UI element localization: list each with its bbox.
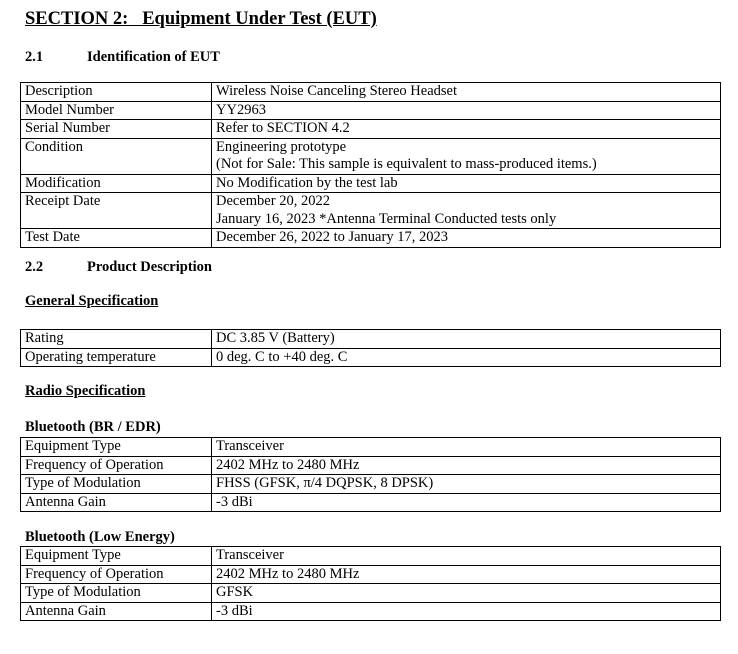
row-label: Serial Number xyxy=(21,120,212,139)
table-row xyxy=(21,138,721,174)
table-row xyxy=(21,493,721,512)
row-value xyxy=(212,229,721,248)
row-value xyxy=(212,83,721,102)
row-value: 2402 MHz to 2480 MHz xyxy=(212,565,721,584)
row-value-line: Refer to SECTION 4.2 xyxy=(216,120,350,136)
row-label: Operating temperature xyxy=(21,348,212,367)
row-value-line: YY2963 xyxy=(216,101,266,118)
row-label: Model Number xyxy=(21,101,212,120)
row-value-line: Wireless Noise Canceling Stereo Headset xyxy=(216,83,458,99)
row-label: Frequency of Operation xyxy=(21,456,212,475)
subsection-title: Identification of EUT xyxy=(87,49,220,65)
row-value: GFSK xyxy=(212,584,721,603)
row-label: Type of Modulation xyxy=(21,475,212,494)
bt-le-heading: Bluetooth (Low Energy) xyxy=(25,529,175,545)
table-row xyxy=(21,348,721,367)
table-row xyxy=(21,456,721,475)
row-value xyxy=(212,174,721,193)
table-row xyxy=(21,330,721,349)
row-value-line: Engineering prototype xyxy=(216,138,347,155)
bt-br-edr-heading: Bluetooth (BR / EDR) xyxy=(25,419,161,435)
subsection-2-1-heading xyxy=(25,49,220,66)
table-row xyxy=(21,602,721,621)
table-row xyxy=(21,101,721,120)
row-value xyxy=(212,101,721,120)
row-value: DC 3.85 V (Battery) xyxy=(212,330,721,349)
general-spec-table xyxy=(20,329,721,367)
row-value-line: January 16, 2023 *Antenna Terminal Conducted tests only xyxy=(216,210,557,227)
subsection-number: 2.2 xyxy=(25,259,44,275)
row-value: Transceiver xyxy=(212,438,721,457)
row-label: Description xyxy=(21,83,212,102)
row-label: Equipment Type xyxy=(21,547,212,566)
table-row xyxy=(21,547,721,566)
table-row xyxy=(21,438,721,457)
table-row xyxy=(21,193,721,229)
bt-br-edr-table xyxy=(20,437,721,512)
row-label: Antenna Gain xyxy=(21,602,212,621)
row-label: Receipt Date xyxy=(21,193,212,229)
row-label: Test Date xyxy=(21,229,212,248)
row-value: FHSS (GFSK, π/4 DQPSK, 8 DPSK) xyxy=(212,475,721,494)
section-title: SECTION 2: Equipment Under Test (EUT) xyxy=(25,9,377,29)
row-value xyxy=(212,138,721,174)
subsection-title: Product Description xyxy=(87,259,212,275)
row-value: 2402 MHz to 2480 MHz xyxy=(212,456,721,475)
row-label: Antenna Gain xyxy=(21,493,212,512)
table-row xyxy=(21,584,721,603)
identification-table xyxy=(20,82,721,248)
row-label: Modification xyxy=(21,174,212,193)
subsection-number: 2.1 xyxy=(25,49,44,65)
table-row xyxy=(21,565,721,584)
table-row xyxy=(21,120,721,139)
radio-spec-heading: Radio Specification xyxy=(25,383,146,399)
table-row xyxy=(21,475,721,494)
row-value-line: December 20, 2022 xyxy=(216,193,330,209)
row-value: Transceiver xyxy=(212,547,721,566)
table-row xyxy=(21,229,721,248)
row-value xyxy=(212,120,721,139)
row-value: -3 dBi xyxy=(212,493,721,512)
row-value: -3 dBi xyxy=(212,602,721,621)
general-spec-heading: General Specification xyxy=(25,293,159,309)
row-value: 0 deg. C to +40 deg. C xyxy=(212,348,721,367)
row-value-line: December 26, 2022 to January 17, 2023 xyxy=(216,229,448,245)
row-label: Condition xyxy=(21,138,212,174)
subsection-2-2-heading xyxy=(25,259,212,276)
row-label: Rating xyxy=(21,330,212,349)
row-value-line: (Not for Sale: This sample is equivalent to mass-produced items.) xyxy=(216,156,597,172)
row-value xyxy=(212,193,721,229)
table-row xyxy=(21,83,721,102)
table-row xyxy=(21,174,721,193)
row-label: Frequency of Operation xyxy=(21,565,212,584)
row-label: Type of Modulation xyxy=(21,584,212,603)
row-label: Equipment Type xyxy=(21,438,212,457)
bt-le-table xyxy=(20,546,721,621)
row-value-line: No Modification by the test lab xyxy=(216,174,398,191)
